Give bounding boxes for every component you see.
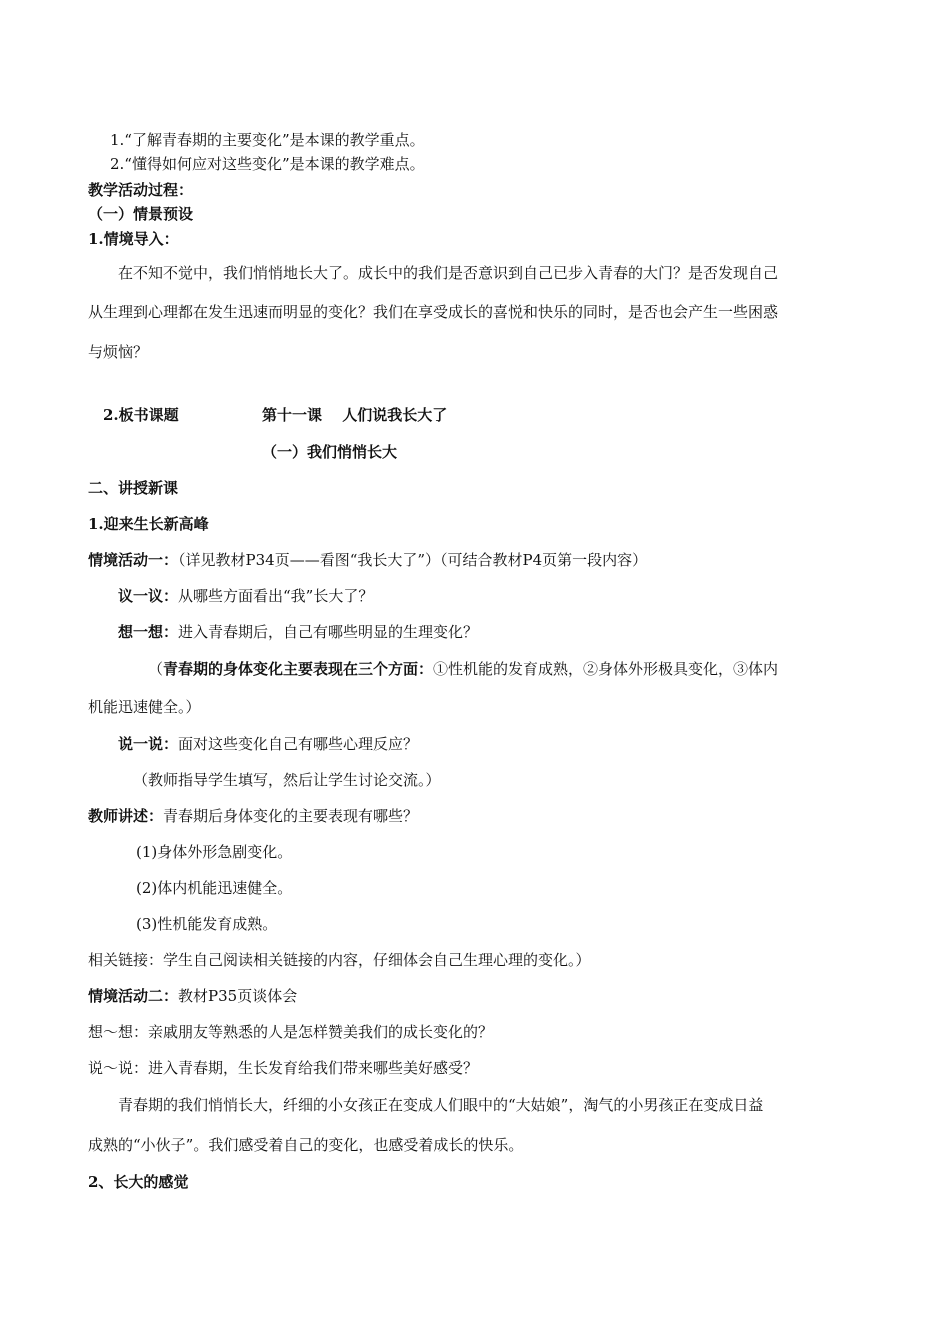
board-subtitle: （一）我们悄悄长大 [262, 443, 398, 461]
section-heading-new-lesson: 二、讲授新课 [88, 479, 179, 497]
say-prompt [118, 734, 418, 754]
discuss-text: 从哪些方面看出“我”长大了？ [178, 587, 374, 605]
say-label: 说一说： [118, 735, 179, 753]
process-heading: 教学活动过程： [88, 181, 194, 199]
think-label: 想一想： [118, 623, 179, 641]
puberty-note-continued: 机能迅速健全。） [88, 698, 201, 716]
teacher-narration [88, 806, 418, 826]
board-label: 2.板书课题 [103, 406, 179, 424]
activity-one-text: （详见教材P34页——看图“我长大了”）（可结合教材P4页第一段内容） [178, 551, 648, 569]
board-title: 第十一课 人们说我长大了 [262, 406, 448, 424]
growth-paragraph-line: 青春期的我们悄悄长大，纤细的小女孩正在变成人们眼中的“大姑娘”，淘气的小男孩正在变成日益 [118, 1096, 764, 1114]
change-point: (1)身体外形急剧变化。 [136, 843, 293, 861]
say-prompt-two: 说～说：进入青春期，生长发育给我们带来哪些美好感受？ [88, 1059, 479, 1077]
subheading-feeling-grown: 2、长大的感觉 [88, 1173, 189, 1191]
intro-paragraph-line: 在不知不觉中，我们悄悄地长大了。成长中的我们是否意识到自己已步入青春的大门？是否发现自己 [118, 264, 779, 282]
discuss-label: 议一议： [118, 587, 179, 605]
say-text: 面对这些变化自己有哪些心理反应？ [178, 735, 419, 753]
think-prompt [118, 622, 478, 642]
discuss-prompt [118, 586, 373, 606]
note-open-paren: （ [148, 660, 164, 678]
section-heading-scenario: （一）情景预设 [88, 205, 194, 223]
related-link-note: 相关链接：学生自己阅读相关链接的内容，仔细体会自己生理心理的变化。） [88, 951, 591, 969]
focus-item-2: 2.“懂得如何应对这些变化”是本课的教学难点。 [110, 155, 425, 173]
activity-one-label: 情境活动一： [88, 551, 179, 569]
activity-two-text: 教材P35页谈体会 [178, 987, 298, 1005]
teacher-guide-note: （教师指导学生填写，然后让学生讨论交流。） [133, 771, 441, 789]
think-prompt-two: 想～想：亲戚朋友等熟悉的人是怎样赞美我们的成长变化的？ [88, 1023, 494, 1041]
intro-paragraph-line: 与烦恼？ [88, 343, 149, 361]
intro-paragraph-line: 从生理到心理都在发生迅速而明显的变化？我们在享受成长的喜悦和快乐的同时，是否也会产生一些困惑 [88, 303, 779, 321]
puberty-note [148, 659, 778, 679]
subheading-growth-peak: 1.迎来生长新高峰 [88, 515, 209, 533]
activity-two [88, 986, 297, 1006]
teacher-label: 教师讲述： [88, 807, 164, 825]
change-point: (2)体内机能迅速健全。 [136, 879, 293, 897]
note-text: ①性机能的发育成熟，②身体外形极具变化，③体内 [433, 660, 779, 678]
growth-paragraph-line: 成熟的“小伙子”。我们感受着自己的变化，也感受着成长的快乐。 [88, 1136, 524, 1154]
focus-item-1: 1.“了解青春期的主要变化”是本课的教学重点。 [110, 131, 425, 149]
activity-two-label: 情境活动二： [88, 987, 179, 1005]
change-point: (3)性机能发育成熟。 [136, 915, 278, 933]
teacher-text: 青春期后身体变化的主要表现有哪些？ [163, 807, 419, 825]
note-emphasis: 青春期的身体变化主要表现在三个方面： [163, 660, 434, 678]
intro-subheading: 1.情境导入： [88, 230, 179, 248]
activity-one [88, 550, 647, 570]
think-text: 进入青春期后，自己有哪些明显的生理变化？ [178, 623, 479, 641]
